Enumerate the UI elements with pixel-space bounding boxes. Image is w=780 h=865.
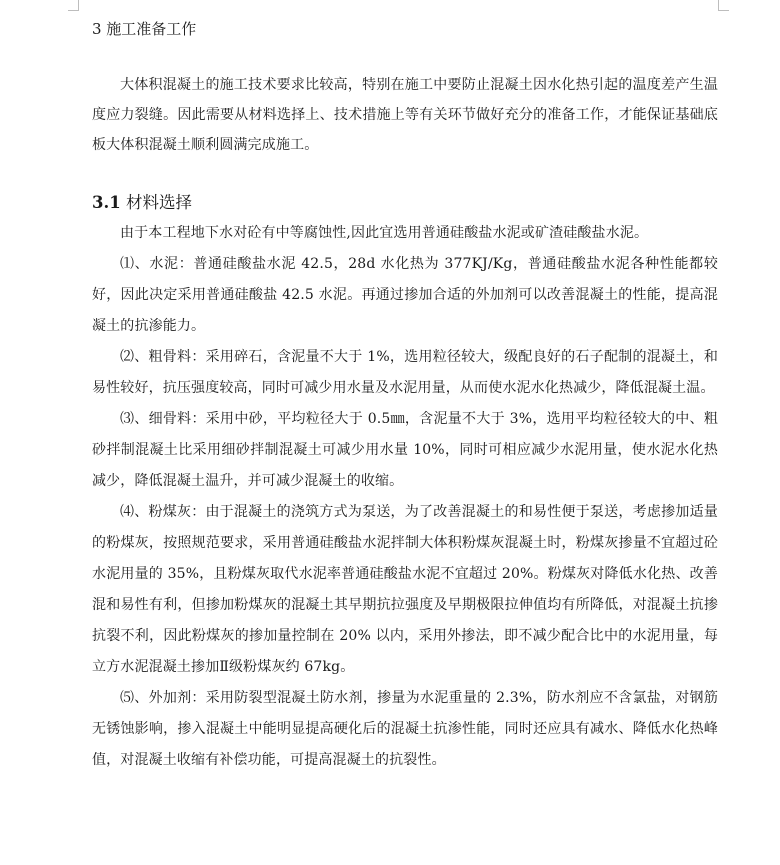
page-corner-mark-left	[68, 0, 79, 11]
section-3-intro-paragraph: 大体积混凝土的施工技术要求比较高，特别在施工中要防止混凝土因水化热引起的温度差产生温度应力裂缝。因此需要从材料选择上、技术措施上等有关环节做好充分的准备工作，才能保证基础底板大体积混凝土顺利圆满完成施工。	[92, 77, 718, 153]
section-3-1-intro-paragraph: 由于本工程地下水对砼有中等腐蚀性,因此宜选用普通硅酸盐水泥或矿渣硅酸盐水泥。	[120, 225, 649, 241]
section-3-1-heading	[92, 188, 718, 218]
document-page	[92, 14, 718, 776]
section-3-1-title: 材料选择	[125, 193, 192, 212]
section-3-1-number: 3.1	[92, 193, 121, 212]
admixture-paragraph: ⑸、外加剂：采用防裂型混凝土防水剂，掺量为水泥重量的 2.3%，防水剂应不含氯盐，对钢筋无锈蚀影响，掺入混凝土中能明显提高硬化后的混凝土抗渗性能，同时还应具有减水、降低水化热峰值，对混凝土收缩有补偿功能，可提高混凝土的抗裂性。	[92, 690, 718, 768]
page-corner-mark-right	[718, 0, 729, 11]
fly-ash-paragraph: ⑷、粉煤灰：由于混凝土的浇筑方式为泵送，为了改善混凝土的和易性便于泵送，考虑掺加适量的粉煤灰，按照规范要求，采用普通硅酸盐水泥拌制大体积粉煤灰混凝土时，粉煤灰掺量不宜超过砼水泥用量的 35%，且粉煤灰取代水泥率普通硅酸盐水泥不宜超过 20%。粉煤灰对降低水化热、改善混和易性有利，但掺加粉煤灰的混凝土其早期抗拉强度及早期极限拉伸值均有所降低，对混凝土抗掺抗裂不利，因此粉煤灰的掺加量控制在 20% 以内，采用外掺法，即不减少配合比中的水泥用量，每立方水泥混凝土掺加Ⅱ级粉煤灰约 67kg。	[92, 504, 718, 675]
coarse-aggregate-paragraph: ⑵、粗骨料：采用碎石，含泥量不大于 1%，选用粒径较大，级配良好的石子配制的混凝土，和易性较好，抗压强度较高，同时可减少用水量及水泥用量，从而使水泥水化热减少，降低混凝土温。	[92, 349, 718, 396]
spacer	[92, 160, 718, 188]
cement-paragraph: ⑴、水泥：普通硅酸盐水泥 42.5，28d 水化热为 377KJ/Kg，普通硅酸盐水泥各种性能都较好，因此决定采用普通硅酸盐 42.5 水泥。再通过掺加合适的外加剂可以改善混凝土的性能，提高混凝土的抗渗能力。	[92, 256, 718, 334]
spacer	[92, 44, 718, 70]
section-3-heading: 3 施工准备工作	[92, 20, 197, 38]
fine-aggregate-paragraph: ⑶、细骨料：采用中砂，平均粒径大于 0.5㎜，含泥量不大于 3%，选用平均粒径较大的中、粗砂拌制混凝土比采用细砂拌制混凝土可减少用水量 10%，同时可相应减少水泥用量，使水泥水化热减少，降低混凝土温升，并可减少混凝土的收缩。	[92, 411, 718, 489]
